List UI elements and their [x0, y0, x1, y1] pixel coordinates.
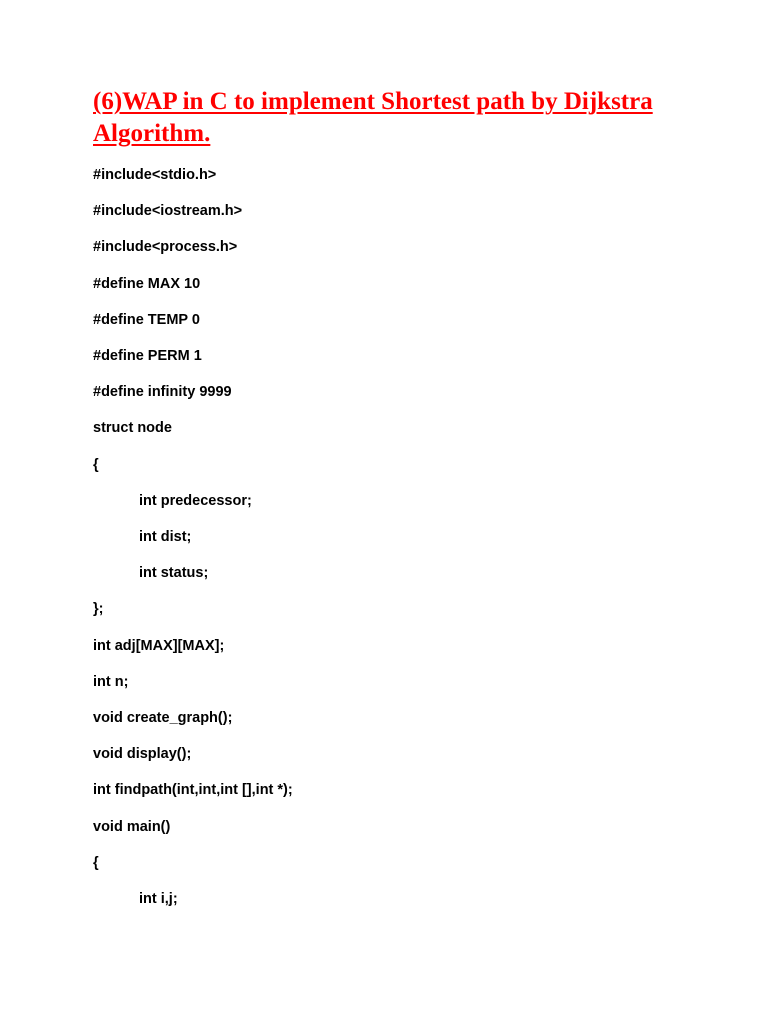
code-line: #define TEMP 0	[93, 312, 200, 328]
code-line: #define PERM 1	[93, 348, 202, 364]
code-line: int findpath(int,int,int [],int *);	[93, 782, 293, 798]
code-line: };	[93, 601, 104, 617]
code-line: {	[93, 457, 99, 473]
code-line: void main()	[93, 819, 171, 835]
code-line: {	[93, 855, 99, 871]
code-line: void create_graph();	[93, 710, 233, 726]
code-line: #define infinity 9999	[93, 384, 232, 400]
code-line: #include<iostream.h>	[93, 203, 243, 219]
code-line: #include<process.h>	[93, 239, 238, 255]
code-line: void display();	[93, 746, 192, 762]
code-line: int predecessor;	[139, 493, 252, 509]
code-line: int status;	[139, 565, 209, 581]
code-line: int i,j;	[139, 891, 178, 907]
code-line: int adj[MAX][MAX];	[93, 638, 225, 654]
code-line: #include<stdio.h>	[93, 167, 217, 183]
code-line: #define MAX 10	[93, 276, 201, 292]
code-line: int dist;	[139, 529, 192, 545]
code-line: int n;	[93, 674, 129, 690]
code-line: struct node	[93, 420, 172, 436]
document-title: (6)WAP in C to implement Shortest path by Dijkstra Algorithm.	[93, 88, 653, 147]
